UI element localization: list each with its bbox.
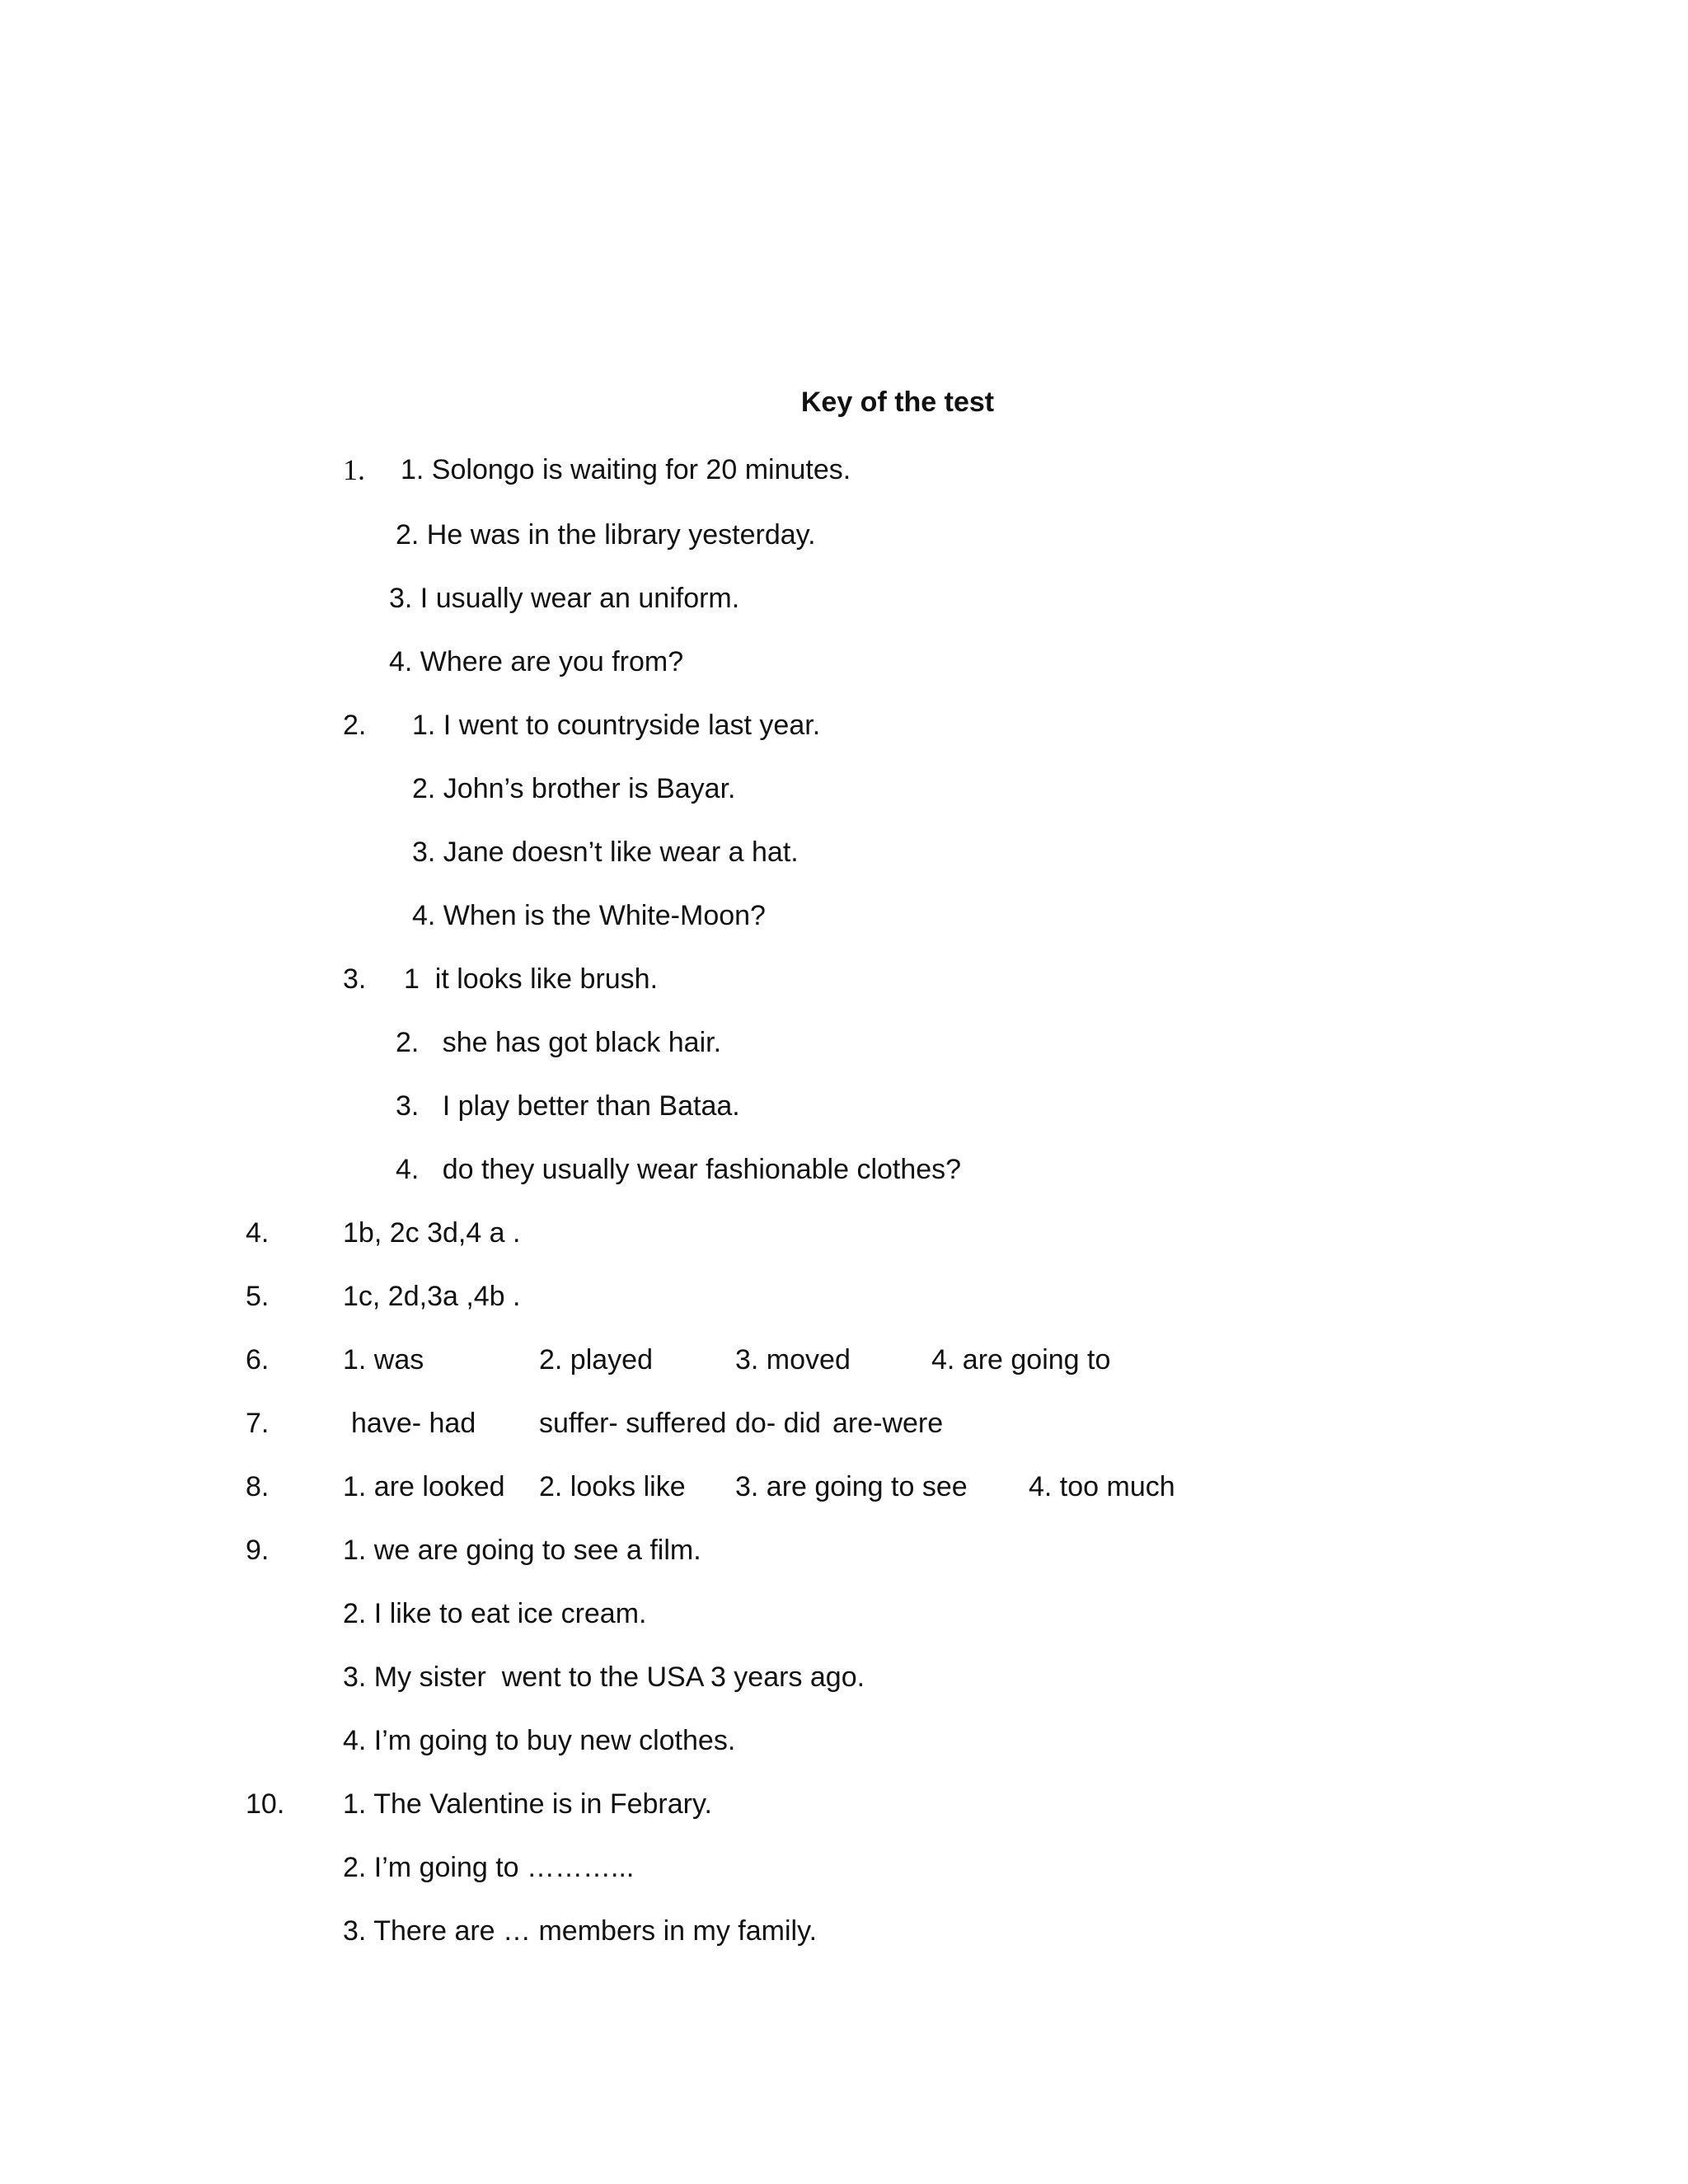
q8-item-3: 3. are going to see [735, 1471, 968, 1502]
q7-item-3: do- did [735, 1408, 821, 1439]
q4-answer: 1b, 2c 3d,4 a . [343, 1217, 521, 1249]
q2-item-2: 2. John’s brother is Bayar. [412, 773, 736, 804]
q6-number: 6. [246, 1344, 270, 1376]
q2-number: 2. [343, 710, 367, 741]
q3-number: 3. [343, 963, 367, 995]
q1-item-2: 2. He was in the library yesterday. [396, 519, 816, 551]
q7-item-2: suffer- suffered [539, 1408, 727, 1439]
q1-item-1: 1. Solongo is waiting for 20 minutes. [401, 454, 851, 485]
q7-item-4: are-were [832, 1408, 944, 1439]
q8-item-4: 4. too much [1029, 1471, 1175, 1502]
q2-item-4: 4. When is the White-Moon? [412, 900, 766, 931]
q3-item-2: 2. she has got black hair. [396, 1027, 722, 1058]
q1-item-3: 3. I usually wear an uniform. [389, 583, 740, 614]
q3-item-3: 3. I play better than Bataa. [396, 1090, 740, 1122]
q6-item-4: 4. are going to [931, 1344, 1111, 1376]
q6-item-1: 1. was [343, 1344, 424, 1376]
q8-item-1: 1. are looked [343, 1471, 505, 1502]
q5-number: 5. [246, 1281, 270, 1312]
q9-item-3: 3. My sister went to the USA 3 years ago. [343, 1661, 865, 1693]
q9-item-2: 2. I like to eat ice cream. [343, 1598, 647, 1629]
q6-item-3: 3. moved [735, 1344, 851, 1376]
q2-item-1: 1. I went to countryside last year. [412, 710, 821, 741]
q10-item-3: 3. There are … members in my family. [343, 1915, 818, 1947]
q10-item-1: 1. The Valentine is in Febrary. [343, 1788, 712, 1820]
q9-item-4: 4. I’m going to buy new clothes. [343, 1725, 736, 1756]
q2-item-3: 3. Jane doesn’t like wear a hat. [412, 837, 799, 868]
q4-number: 4. [246, 1217, 270, 1249]
q1-item-4: 4. Where are you from? [389, 646, 684, 677]
q8-number: 8. [246, 1471, 270, 1502]
q7-item-1: have- had [351, 1408, 476, 1439]
q3-item-4: 4. do they usually wear fashionable clothes? [396, 1154, 962, 1185]
q9-number: 9. [246, 1535, 270, 1566]
q6-item-2: 2. played [539, 1344, 653, 1376]
q3-item-1: 1 it looks like brush. [404, 963, 659, 995]
q5-answer: 1c, 2d,3a ,4b . [343, 1281, 521, 1312]
q10-item-2: 2. I’m going to ………... [343, 1852, 635, 1883]
q7-number: 7. [246, 1408, 270, 1439]
q10-number: 10. [246, 1788, 285, 1820]
q1-number: 1. [343, 453, 365, 486]
q9-item-1: 1. we are going to see a film. [343, 1535, 701, 1566]
page-title: Key of the test [800, 387, 995, 418]
q8-item-2: 2. looks like [539, 1471, 686, 1502]
